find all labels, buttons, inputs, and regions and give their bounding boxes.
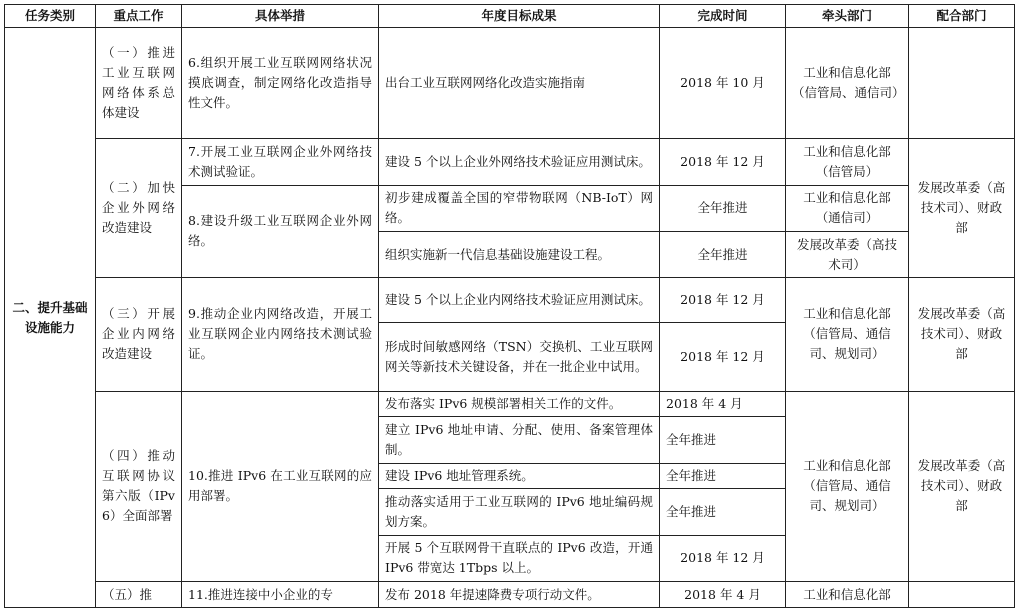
- coop-dept-cell: 发展改革委（高技术司）、财政部: [909, 139, 1015, 278]
- header-row: [5, 5, 1015, 28]
- table-row: [5, 139, 1015, 185]
- key-work-cell: （三）开展企业内网络改造建设: [96, 278, 182, 391]
- measure-cell: 10.推进 IPv6 在工业互联网的应用部署。: [182, 391, 379, 582]
- lead-dept-cell: 工业和信息化部（信管局、通信司、规划司）: [786, 278, 909, 391]
- header-goals: 年度目标成果: [379, 5, 660, 28]
- goal-cell: 形成时间敏感网络（TSN）交换机、工业互联网网关等新技术关键设备，并在一批企业中试用。: [379, 322, 660, 391]
- header-key-work: 重点工作: [96, 5, 182, 28]
- coop-dept-cell: 发展改革委（高技术司）、财政部: [909, 278, 1015, 391]
- lead-dept-cell: 工业和信息化部（信管局）: [786, 139, 909, 185]
- lead-dept-cell: 工业和信息化部（通信司）: [786, 185, 909, 231]
- goal-cell: 出台工业互联网网络化改造实施指南: [379, 28, 660, 139]
- header-measures: 具体举措: [182, 5, 379, 28]
- goal-cell: 发布 2018 年提速降费专项行动文件。: [379, 582, 660, 608]
- time-cell: 全年推进: [660, 417, 786, 463]
- time-cell: 全年推进: [660, 489, 786, 535]
- header-lead-dept: 牵头部门: [786, 5, 909, 28]
- header-time: 完成时间: [660, 5, 786, 28]
- lead-dept-cell: 发展改革委（高技术司）: [786, 231, 909, 277]
- header-coop-dept: 配合部门: [909, 5, 1015, 28]
- coop-dept-cell: 发展改革委（高技术司）、财政部: [909, 391, 1015, 582]
- time-cell: 2018 年 12 月: [660, 322, 786, 391]
- time-cell: 2018 年 12 月: [660, 535, 786, 581]
- lead-dept-cell: 工业和信息化部（信管局、通信司、规划司）: [786, 391, 909, 582]
- measure-cell: 7.开展工业互联网企业外网络技术测试验证。: [182, 139, 379, 185]
- measure-cell: 9.推动企业内网络改造，开展工业互联网企业内网络技术测试验证。: [182, 278, 379, 391]
- key-work-cell: （四）推动互联网协议第六版（IPv6）全面部署: [96, 391, 182, 582]
- category-cell: 二、提升基础设施能力: [5, 28, 96, 608]
- goal-cell: 建设 5 个以上企业内网络技术验证应用测试床。: [379, 278, 660, 322]
- table-row: [5, 582, 1015, 608]
- measure-cell: 11.推进连接中小企业的专: [182, 582, 379, 608]
- goal-cell: 初步建成覆盖全国的窄带物联网（NB-IoT）网络。: [379, 185, 660, 231]
- key-work-cell: （五）推: [96, 582, 182, 608]
- coop-dept-cell: [909, 28, 1015, 139]
- time-cell: 全年推进: [660, 463, 786, 489]
- coop-dept-cell: [909, 582, 1015, 608]
- time-cell: 全年推进: [660, 231, 786, 277]
- measure-cell: 6.组织开展工业互联网网络状况摸底调查，制定网络化改造指导性文件。: [182, 28, 379, 139]
- measure-cell: 8.建设升级工业互联网企业外网络。: [182, 185, 379, 278]
- time-cell: 2018 年 12 月: [660, 139, 786, 185]
- table-row: [5, 28, 1015, 139]
- time-cell: 2018 年 4 月: [660, 391, 786, 417]
- lead-dept-cell: 工业和信息化部: [786, 582, 909, 608]
- table-row: [5, 278, 1015, 322]
- time-cell: 2018 年 10 月: [660, 28, 786, 139]
- key-work-cell: （二）加快企业外网络改造建设: [96, 139, 182, 278]
- goal-cell: 建设 IPv6 地址管理系统。: [379, 463, 660, 489]
- key-work-cell: （一）推进工业互联网网络体系总体建设: [96, 28, 182, 139]
- goal-cell: 开展 5 个互联网骨干直联点的 IPv6 改造，开通 IPv6 带宽达 1Tbps 以上。: [379, 535, 660, 581]
- goal-cell: 建立 IPv6 地址申请、分配、使用、备案管理体制。: [379, 417, 660, 463]
- lead-dept-cell: 工业和信息化部（信管局、通信司）: [786, 28, 909, 139]
- goal-cell: 建设 5 个以上企业外网络技术验证应用测试床。: [379, 139, 660, 185]
- time-cell: 2018 年 4 月: [660, 582, 786, 608]
- table-row: [5, 391, 1015, 417]
- goal-cell: 推动落实适用于工业互联网的 IPv6 地址编码规划方案。: [379, 489, 660, 535]
- task-table: [4, 4, 1015, 608]
- goal-cell: 组织实施新一代信息基础设施建设工程。: [379, 231, 660, 277]
- time-cell: 2018 年 12 月: [660, 278, 786, 322]
- time-cell: 全年推进: [660, 185, 786, 231]
- header-category: 任务类别: [5, 5, 96, 28]
- goal-cell: 发布落实 IPv6 规模部署相关工作的文件。: [379, 391, 660, 417]
